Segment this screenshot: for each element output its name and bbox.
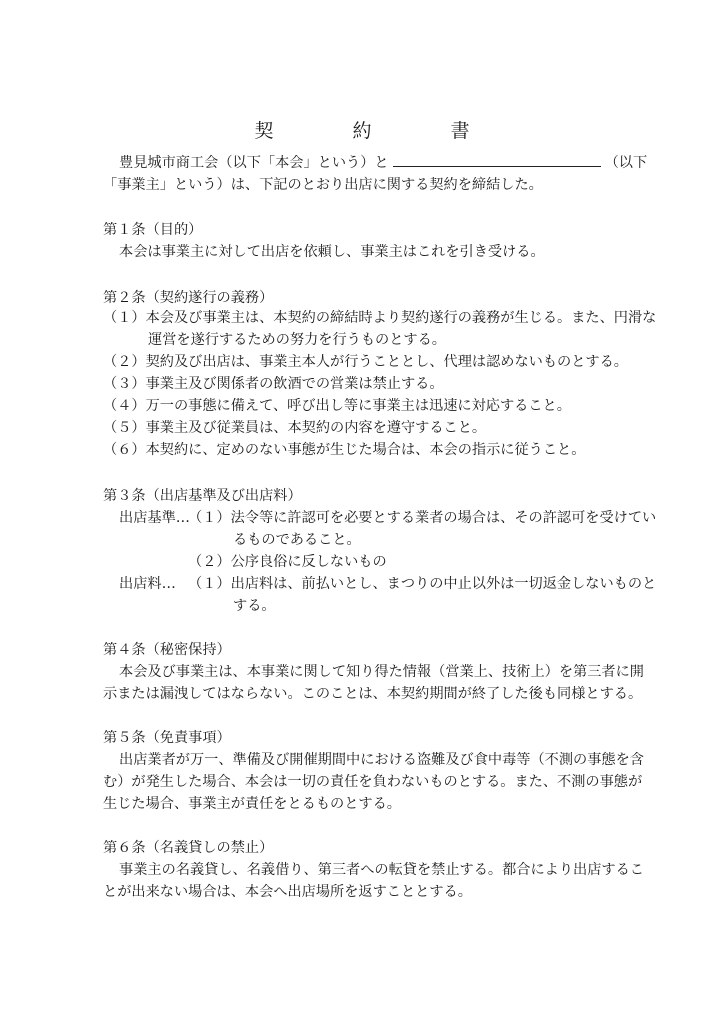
- intro-line-1: [119, 152, 647, 173]
- article-4-heading: 第４条（秘密保持）: [103, 642, 231, 658]
- article-6-line-1: 事業主の名義貸し、名義借り、第三者への転貸を禁止する。都合により出店するこ: [119, 862, 644, 878]
- document-title: 契 約 書: [254, 120, 500, 142]
- article-4-line-1: 本会及び事業主は、本事業に関して知り得た情報（営業上、技術上）を第三者に開: [119, 664, 644, 680]
- article-3-heading: 第３条（出店基準及び出店料）: [103, 488, 302, 504]
- article-2-item-3: （３）事業主及び関係者の飲酒での営業は禁止する。: [103, 376, 444, 392]
- article-5-heading: 第５条（免責事項）: [103, 730, 231, 746]
- article-2-item-5: （５）事業主及び従業員は、本契約の内容を遵守すること。: [103, 420, 487, 436]
- standard-item-1-cont: るものであること。: [233, 532, 361, 548]
- fee-item-1-cont: する。: [233, 598, 276, 614]
- article-2-item-2: （２）契約及び出店は、事業主本人が行うこととし、代理は認めないものとする。: [103, 354, 628, 370]
- article-2-item-4: （４）万一の事態に備えて、呼び出し等に事業主は迅速に対応すること。: [103, 398, 571, 414]
- article-1-body: 本会は事業主に対して出店を依頼し、事業主はこれを引き受ける。: [119, 244, 545, 260]
- fee-label: 出店料…: [119, 576, 176, 592]
- standard-item-2: （２）公序良俗に反しないもの: [188, 554, 387, 570]
- standard-item-1: （１）法令等に許認可を必要とする業者の場合は、その許認可を受けてい: [188, 510, 657, 526]
- standard-label: 出店基準…: [119, 510, 190, 526]
- article-2-heading: 第２条（契約遂行の義務）: [103, 290, 274, 306]
- fee-item-1: （１）出店料は、前払いとし、まつりの中止以外は一切返金しないものと: [188, 576, 657, 592]
- article-5-line-2: む）が発生した場合、本会は一切の責任を負わないものとする。また、不測の事態が: [103, 774, 643, 790]
- article-5-line-3: 生じた場合、事業主が責任をとるものとする。: [103, 796, 401, 812]
- party-name-blank[interactable]: [393, 152, 601, 167]
- article-6-line-2: とが出来ない場合は、本会へ出店場所を返すこととする。: [103, 884, 472, 900]
- intro-text-b: （以下: [604, 155, 648, 171]
- article-4-line-2: 示または漏洩してはならない。このことは、本契約期間が終了した後も同様とする。: [103, 686, 643, 702]
- article-6-heading: 第６条（名義貸しの禁止）: [103, 840, 274, 856]
- article-2-item-6: （６）本契約に、定めのない事態が生じた場合は、本会の指示に従うこと。: [103, 442, 586, 458]
- intro-line-2: 「事業主」という）は、下記のとおり出店に関する契約を締結した。: [103, 177, 543, 193]
- article-2-item-1-cont: 運営を遂行するための努力を行うものとする。: [148, 332, 446, 348]
- article-2-item-1: （１）本会及び事業主は、本契約の締結時より契約遂行の義務が生じる。また、円滑な: [103, 310, 657, 326]
- intro-text-a: 豊見城市商工会（以下「本会」という）と: [119, 155, 389, 171]
- article-1-heading: 第１条（目的）: [103, 222, 203, 238]
- article-5-line-1: 出店業者が万一、準備及び開催期間中における盗難及び食中毒等（不測の事態を含: [119, 752, 644, 768]
